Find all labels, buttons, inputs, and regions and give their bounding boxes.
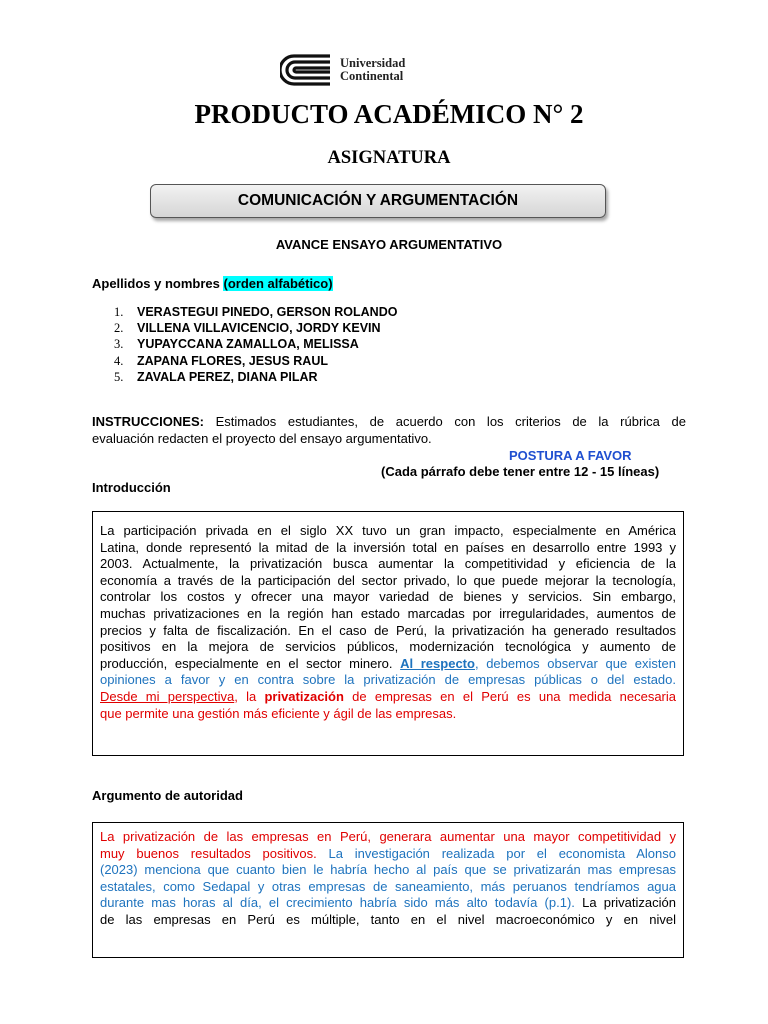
- authority-line: La privatización de las empresas en Perú, generara aumentar una mayor competitividad y: [100, 829, 676, 844]
- authority-text-blue: La investigación realizada por el economista Alonso: [328, 845, 676, 861]
- university-logo: [280, 54, 405, 86]
- names-label-highlight: (orden alfabético): [223, 276, 333, 291]
- intro-line: [100, 689, 676, 706]
- authority-line: [100, 895, 676, 912]
- intro-line: Latina, donde representó la mitad de la inversión total en países en desarrollo entre 1993 y: [100, 539, 676, 555]
- list-number: 2.: [114, 321, 124, 336]
- intro-line: 2003. Actualmente, la privatización busca aumentar la competitividad y eficiencia de la: [100, 556, 676, 572]
- names-list: [114, 304, 397, 385]
- list-number: 1.: [114, 305, 124, 319]
- list-item: [114, 304, 397, 320]
- student-name: VILLENA VILLAVICENCIO, JORDY KEVIN: [137, 321, 381, 336]
- thesis-connector: Desde mi perspectiva: [100, 688, 235, 704]
- authority-text: La privatización: [574, 895, 676, 911]
- thesis-text: , la: [234, 688, 265, 704]
- intro-text-blue: , debemos observar que existen: [474, 655, 677, 671]
- subject-label: ASIGNATURA: [327, 148, 451, 168]
- intro-line: La participación privada en el siglo XX tuvo un gran impacto, especialmente en América: [100, 523, 676, 538]
- names-label: [92, 276, 333, 291]
- student-name: VERASTEGUI PINEDO, GERSON ROLANDO: [137, 305, 398, 319]
- authority-paragraph-box: [92, 822, 684, 958]
- list-number: 3.: [114, 337, 124, 352]
- authority-line: estatales, como Sedapal y otras empresas de saneamiento, más peruanos tendríamos agua: [100, 878, 676, 894]
- authority-line: (2023) menciona que cuanto bien le habría hecho al país que se privatizarán mas empresas: [100, 862, 676, 878]
- list-item: [114, 336, 397, 352]
- student-name: ZAVALA PEREZ, DIANA PILAR: [137, 369, 318, 384]
- intro-paragraph-box: [92, 511, 684, 756]
- section-heading: AVANCE ENSAYO ARGUMENTATIVO: [275, 237, 503, 252]
- intro-line: controlar los costos y ofrecer una mayor variedad de bienes y servicios. Sin embargo,: [100, 589, 676, 605]
- student-name: YUPAYCCANA ZAMALLOA, MELISSA: [137, 337, 359, 352]
- list-number: 4.: [114, 353, 124, 368]
- authority-heading: Argumento de autoridad: [92, 788, 243, 803]
- authority-line: [100, 846, 676, 863]
- intro-line: positivos en la mejora de servicios públicos, modernización tecnológica y aumento de: [100, 639, 676, 655]
- logo-text: [340, 57, 405, 83]
- instructions-label: INSTRUCCIONES:: [92, 414, 204, 429]
- authority-line: de las empresas en Perú es múltiple, tanto en el nivel macroeconómico y en nivel: [100, 911, 676, 927]
- thesis-keyword: privatización: [264, 688, 344, 704]
- instructions-text-2: evaluación redacten el proyecto del ensayo argumentativo.: [92, 431, 432, 446]
- stance-label: POSTURA A FAVOR: [509, 448, 632, 463]
- intro-line: opiniones a favor y en contra sobre la privatización de empresas públicas o del estado.: [100, 672, 676, 688]
- intro-line: muchas privatizaciones en la región han estado marcadas por irregularidades, aumentos de: [100, 605, 676, 621]
- intro-line: [100, 656, 676, 673]
- authority-text-blue: durante mas horas al día, el crecimiento habría sido más alto todavía (p.1).: [100, 895, 575, 911]
- connector-link: Al respecto: [400, 655, 475, 671]
- student-name: ZAPANA FLORES, JESUS RAUL: [137, 353, 328, 368]
- intro-text: producción, especialmente en el sector minero.: [100, 655, 401, 671]
- instructions-text-1: Estimados estudiantes, de acuerdo con los criterios de la rúbrica de: [203, 414, 686, 429]
- thesis-text: de empresas en el Perú es una medida necesaria: [343, 688, 676, 704]
- intro-heading: Introducción: [92, 480, 171, 495]
- course-name-box: [150, 184, 606, 218]
- university-logo-icon: [280, 54, 332, 86]
- logo-line2: Continental: [340, 69, 404, 83]
- intro-line: que permite una gestión más eficiente y ágil de las empresas.: [100, 705, 457, 721]
- list-item: [114, 320, 397, 336]
- logo-line1: Universidad: [340, 56, 406, 70]
- list-item: [114, 353, 397, 369]
- list-number: 5.: [114, 369, 124, 384]
- page-title: PRODUCTO ACADÉMICO N° 2: [194, 99, 584, 129]
- intro-line: precios y falta de fiscalización. En el caso de Perú, la privatización ha generado resultados: [100, 622, 676, 638]
- paragraph-rule: (Cada párrafo debe tener entre 12 - 15 líneas): [381, 464, 660, 479]
- intro-line: economía a través de la participación del sector privado, lo que puede mejorar la tecnología,: [100, 572, 676, 588]
- list-item: [114, 369, 397, 385]
- course-name: COMUNICACIÓN Y ARGUMENTACIÓN: [237, 192, 519, 209]
- names-label-text: Apellidos y nombres: [92, 276, 224, 291]
- instructions: [92, 413, 686, 447]
- authority-text-red: muy buenos resultados positivos.: [100, 845, 329, 861]
